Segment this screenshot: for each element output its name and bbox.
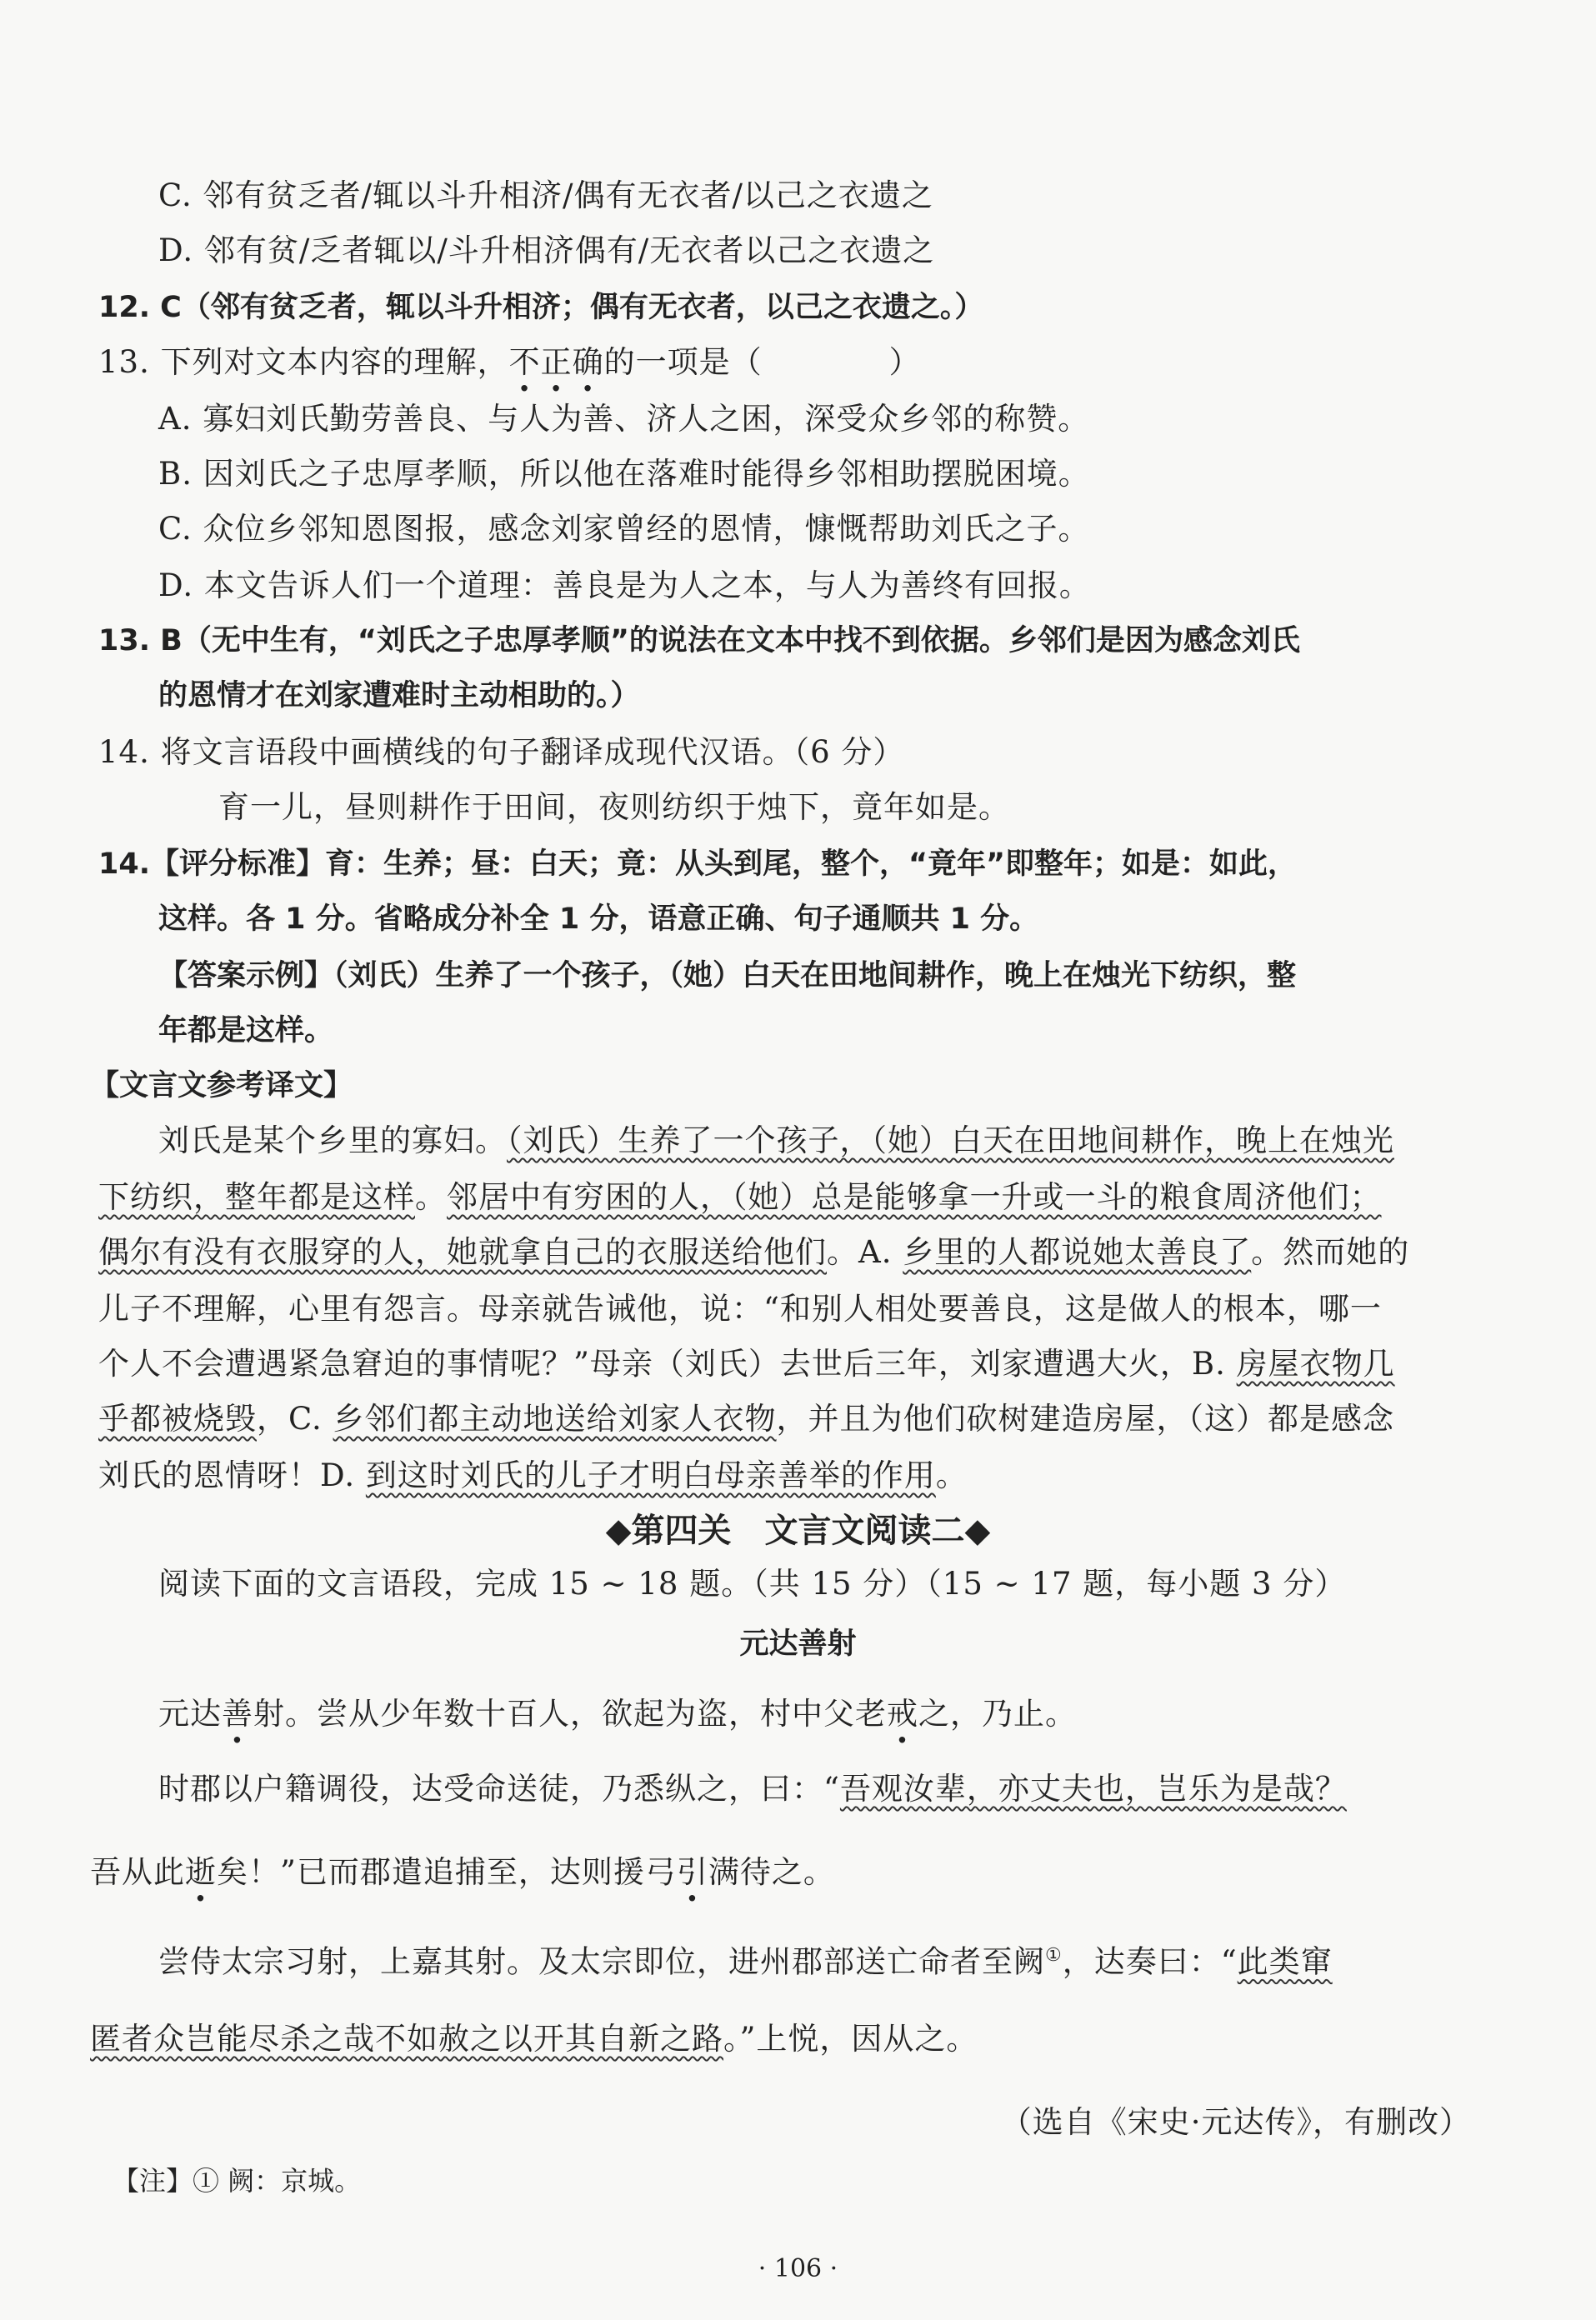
translation-line: 儿子不理解，心里有怨言。母亲就告诫他，说：“和别人相处要善良，这是做人的根本，哪一 [98, 1291, 1382, 1327]
passage-line: 匿者众岂能尽杀之哉不如赦之以开其自新之路。”上悦，因从之。 [90, 2021, 978, 2057]
passage-title: 元达善射 [739, 1628, 857, 1661]
answer-14-line1: 14.【评分标准】育：生养；昼：白天；竟：从头到尾，整个，“竟年”即整年；如是：如此， [98, 848, 1298, 881]
translation-line: 乎都被烧毁，C. 乡邻们都主动地送给刘家人衣物，并且为他们砍树建造房屋，（这）都是感念 [98, 1401, 1395, 1437]
q13-stem: 13. 下列对文本内容的理解，不正确的一项是（ ） [98, 344, 921, 380]
answer-12: 12. C（邻有贫乏者，辄以斗升相济；偶有无衣者，以己之衣遗之。） [98, 291, 984, 324]
answer-13-line2: 的恩情才在刘家遭难时主动相助的。） [158, 679, 640, 712]
passage-line: 尝侍太宗习射，上嘉其射。及太宗即位，进州郡部送亡命者至阙①，达奏曰：“此类窜 [158, 1943, 1333, 1980]
translation-line: 刘氏的恩情呀！D. 到这时刘氏的儿子才明白母亲善举的作用。 [98, 1458, 968, 1493]
section-title: ◆第四关 文言文阅读二◆ [605, 1512, 991, 1550]
translation-line: 偶尔有没有衣服穿的人，她就拿自己的衣服送给他们。A. 乡里的人都说她太善良了。然而她的 [98, 1234, 1410, 1270]
translation-line: 刘氏是某个乡里的寡妇。（刘氏）生养了一个孩子，（她）白天在田地间耕作，晚上在烛光 [158, 1122, 1394, 1158]
q13-option-d: D. 本文告诉人们一个道理：善良是为人之本，与人为善终有回报。 [158, 568, 1091, 603]
q14-stem: 14. 将文言语段中画横线的句子翻译成现代汉语。（6 分） [98, 734, 905, 770]
translation-heading: 【文言文参考译文】 [90, 1069, 353, 1102]
passage-source: （选自《宋史·元达传》，有删改） [1000, 2104, 1471, 2140]
translation-line: 下纺织，整年都是这样。邻居中有穷困的人，（她）总是能够拿一升或一斗的粮食周济他们； [98, 1179, 1382, 1215]
passage-line: 吾从此逝矣！”已而郡遣追捕至，达则援弓引满待之。 [90, 1854, 835, 1890]
section-instruction: 阅读下面的文言语段，完成 15 ~ 18 题。（共 15 分）（15 ~ 17 题，每小题 3 分） [158, 1566, 1347, 1602]
q14-sentence: 育一儿，昼则耕作于田间，夜则纺织于烛下，竟年如是。 [218, 789, 1010, 825]
passage-line: 元达善射。尝从少年数十百人，欲起为盗，村中父老戒之，乃止。 [158, 1696, 1077, 1732]
q13-option-b: B. 因刘氏之子忠厚孝顺，所以他在落难时能得乡邻相助摆脱困境。 [158, 456, 1090, 492]
answer-14-line2: 这样。各 1 分。省略成分补全 1 分，语意正确、句子通顺共 1 分。 [158, 902, 1039, 936]
translation-line: 个人不会遭遇紧急窘迫的事情呢？”母亲（刘氏）去世后三年，刘家遭遇大火，B. 房屋衣物几 [98, 1346, 1395, 1382]
answer-14-line4: 年都是这样。 [158, 1014, 334, 1048]
answer-13-line1: 13. B（无中生有，“刘氏之子忠厚孝顺”的说法在文本中找不到依据。乡邻们是因为感念刘氏 [98, 624, 1300, 658]
q11-option-c: C. 邻有贫乏者/辄以斗升相济/偶有无衣者/以己之衣遗之 [158, 178, 933, 213]
q13-option-c: C. 众位乡邻知恩图报，感念刘家曾经的恩情，慷慨帮助刘氏之子。 [158, 511, 1090, 547]
q13-option-a: A. 寡妇刘氏勤劳善良、与人为善、济人之困，深受众乡邻的称赞。 [158, 401, 1090, 437]
answer-14-line3: 【答案示例】（刘氏）生养了一个孩子，（她）白天在田地间耕作，晚上在烛光下纺织，整 [158, 959, 1297, 992]
page-number: · 106 · [758, 2254, 838, 2283]
footnote: 【注】① 阙：京城。 [113, 2165, 362, 2197]
q11-option-d: D. 邻有贫/乏者辄以/斗升相济偶有/无衣者以己之衣遗之 [158, 232, 935, 268]
passage-line: 时郡以户籍调役，达受命送徒，乃悉纵之，曰：“吾观汝辈，亦丈夫也，岂乐为是哉？ [158, 1771, 1347, 1807]
